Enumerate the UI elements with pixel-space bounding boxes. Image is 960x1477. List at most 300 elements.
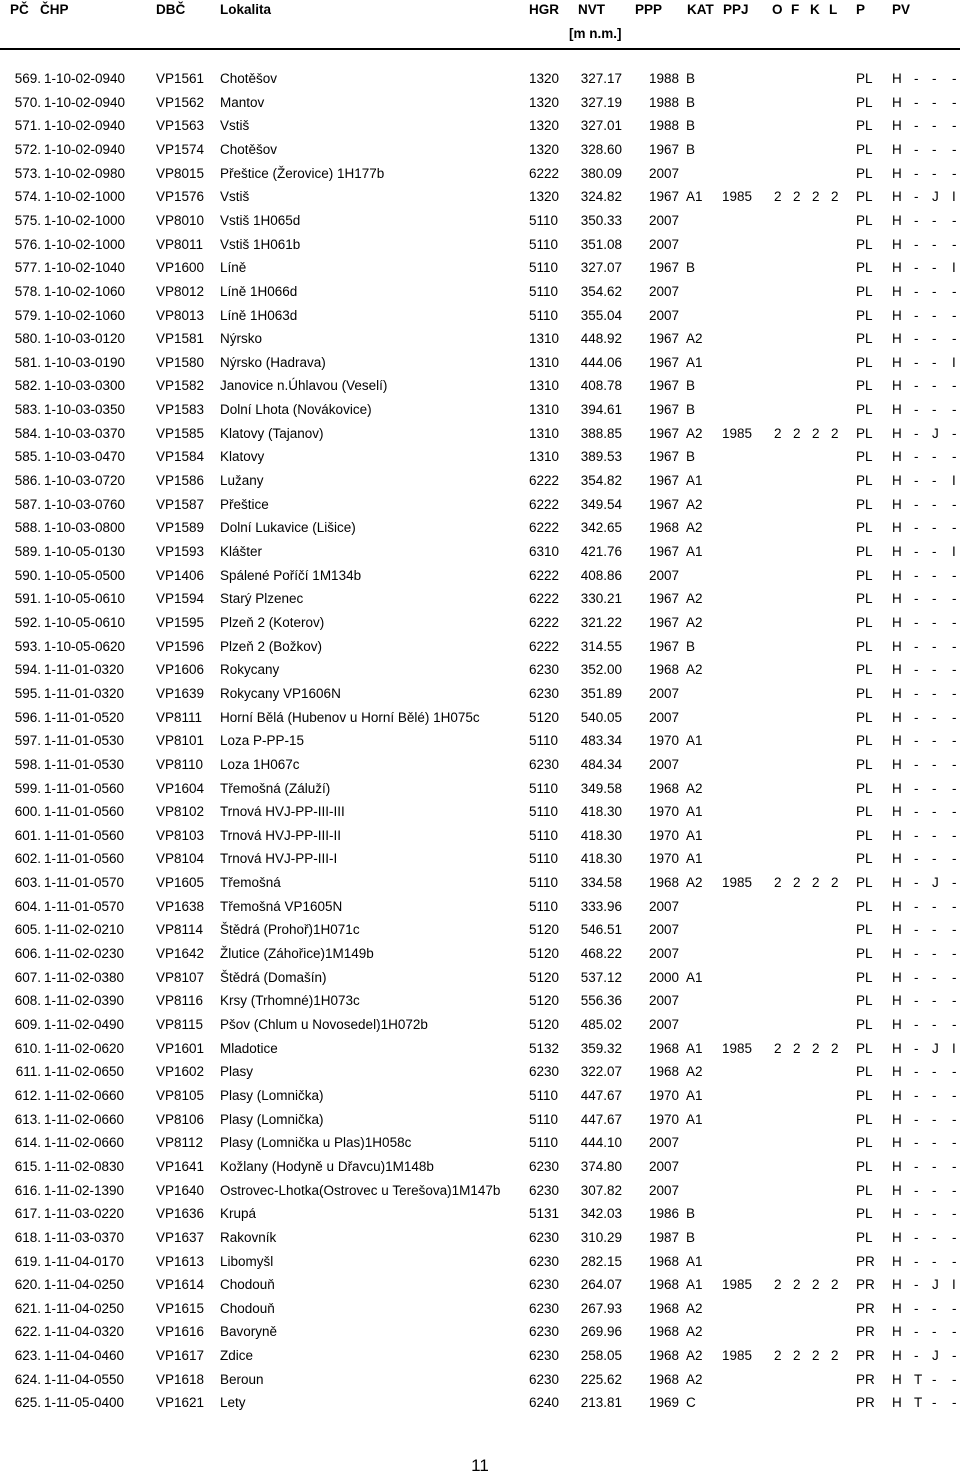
cell-year: 1968 xyxy=(649,1371,680,1387)
cell-hgr: 6230 xyxy=(529,1371,560,1387)
cell-hgr: 5120 xyxy=(529,922,560,938)
cell-chp: 1-10-02-1040 xyxy=(44,260,126,276)
cell-v4: I xyxy=(952,189,956,205)
cell-nvt: 389.53 xyxy=(580,449,622,465)
table-row xyxy=(0,446,960,468)
cell-pc: 585. xyxy=(14,449,41,465)
cell-v2: - xyxy=(914,449,919,465)
cell-v3: - xyxy=(932,1253,937,1269)
cell-dbc: VP8106 xyxy=(156,1111,205,1127)
cell-v3: - xyxy=(932,1229,937,1245)
cell-nvt: 408.86 xyxy=(580,567,622,583)
cell-lokalita: Plzeň 2 (Koterov) xyxy=(220,614,325,630)
cell-v2: - xyxy=(914,922,919,938)
cell-kat: A1 xyxy=(686,544,703,559)
cell-v1: H xyxy=(892,1064,902,1080)
cell-p: PL xyxy=(856,402,873,418)
cell-chp: 1-11-02-0210 xyxy=(44,922,125,938)
cell-chp: 1-11-02-0830 xyxy=(44,1158,125,1174)
cell-dbc: VP1613 xyxy=(156,1253,205,1269)
cell-v3: - xyxy=(932,567,937,583)
header-divider xyxy=(0,48,960,50)
cell-p: PL xyxy=(856,94,873,110)
cell-v4: - xyxy=(952,1017,957,1032)
cell-v4: - xyxy=(952,118,957,134)
cell-v3: J xyxy=(932,1040,939,1056)
cell-chp: 1-10-02-1000 xyxy=(44,236,126,252)
cell-chp: 1-11-01-0530 xyxy=(44,756,125,772)
cell-l: 2 xyxy=(831,1277,839,1293)
cell-p: PL xyxy=(856,260,873,276)
cell-v2: - xyxy=(914,591,919,607)
cell-v2: - xyxy=(914,402,919,418)
cell-v3: - xyxy=(932,1111,937,1127)
cell-kat: A2 xyxy=(686,425,703,441)
cell-v4: - xyxy=(952,1064,957,1080)
cell-p: PL xyxy=(856,283,873,299)
cell-v2: - xyxy=(914,520,919,536)
cell-pc: 601. xyxy=(14,827,41,843)
cell-v4: - xyxy=(952,780,957,796)
cell-dbc: VP8105 xyxy=(156,1087,205,1103)
cell-chp: 1-10-02-0980 xyxy=(44,165,126,181)
cell-v4: - xyxy=(952,685,957,701)
cell-hgr: 1310 xyxy=(529,354,560,370)
cell-lokalita: Rokycany VP1606N xyxy=(220,685,341,701)
cell-dbc: VP1596 xyxy=(156,638,205,654)
cell-nvt: 394.61 xyxy=(580,402,622,418)
cell-hgr: 6222 xyxy=(529,496,560,512)
cell-v1: H xyxy=(892,591,902,607)
cell-chp: 1-11-01-0570 xyxy=(44,875,125,891)
cell-kat: A1 xyxy=(686,827,703,843)
cell-dbc: VP1584 xyxy=(156,449,205,465)
cell-v1: H xyxy=(892,1111,902,1127)
header-nvt: NVT xyxy=(578,2,605,17)
cell-v2: - xyxy=(914,165,919,181)
cell-chp: 1-10-03-0190 xyxy=(44,354,126,370)
cell-chp: 1-11-01-0320 xyxy=(44,685,125,701)
cell-nvt: 418.30 xyxy=(580,827,622,843)
cell-dbc: VP1618 xyxy=(156,1371,205,1387)
cell-v3: J xyxy=(932,1348,939,1364)
table-row xyxy=(0,115,960,137)
cell-year: 2007 xyxy=(649,685,680,701)
cell-v2: - xyxy=(914,1040,919,1056)
cell-hgr: 5110 xyxy=(529,851,559,867)
cell-p: PL xyxy=(856,638,873,654)
cell-v3: - xyxy=(932,1371,937,1387)
cell-v3: J xyxy=(932,425,939,441)
cell-dbc: VP8116 xyxy=(156,993,204,1009)
cell-v2: - xyxy=(914,756,919,772)
cell-kat: A1 xyxy=(686,969,703,985)
cell-year: 1967 xyxy=(649,449,680,465)
cell-year: 1968 xyxy=(649,1277,680,1293)
cell-v4: - xyxy=(952,165,957,181)
cell-v2: - xyxy=(914,1300,919,1316)
cell-hgr: 1320 xyxy=(529,141,560,157)
header-f: F xyxy=(791,2,800,17)
cell-hgr: 6240 xyxy=(529,1395,560,1411)
table-row xyxy=(0,1180,960,1202)
cell-lokalita: Krupá xyxy=(220,1206,257,1222)
cell-nvt: 388.85 xyxy=(580,425,622,441)
cell-p: PL xyxy=(856,71,873,86)
cell-hgr: 1310 xyxy=(529,449,560,465)
cell-v1: H xyxy=(892,969,902,985)
cell-v2: - xyxy=(914,662,919,678)
cell-v4: - xyxy=(952,662,957,678)
cell-v2: - xyxy=(914,1135,919,1151)
cell-dbc: VP1615 xyxy=(156,1300,205,1316)
cell-p: PL xyxy=(856,662,873,678)
cell-nvt: 333.96 xyxy=(580,898,622,914)
cell-v4: - xyxy=(952,425,957,441)
cell-dbc: VP8011 xyxy=(156,236,204,252)
cell-year: 2007 xyxy=(649,283,680,299)
cell-v2: - xyxy=(914,544,919,559)
cell-year: 1967 xyxy=(649,591,680,607)
cell-dbc: VP8012 xyxy=(156,283,205,299)
cell-v3: - xyxy=(932,1206,937,1222)
cell-year: 1967 xyxy=(649,331,680,347)
cell-v2: - xyxy=(914,898,919,914)
table-row xyxy=(0,210,960,232)
cell-dbc: VP1563 xyxy=(156,118,205,134)
cell-v1: H xyxy=(892,307,902,323)
cell-lokalita: Chotěšov xyxy=(220,141,278,157)
cell-v4: I xyxy=(952,1277,956,1293)
cell-chp: 1-11-01-0320 xyxy=(44,662,125,678)
cell-v4: - xyxy=(952,756,957,772)
cell-p: PL xyxy=(856,331,873,347)
cell-hgr: 6222 xyxy=(529,165,560,181)
cell-v1: H xyxy=(892,1253,902,1269)
cell-kat: A1 xyxy=(686,1277,703,1293)
cell-chp: 1-10-02-1000 xyxy=(44,189,126,205)
cell-lokalita: Loza 1H067c xyxy=(220,756,300,772)
cell-v1: H xyxy=(892,283,902,299)
cell-dbc: VP8111 xyxy=(156,709,203,725)
cell-pc: 584. xyxy=(14,425,41,441)
cell-v4: - xyxy=(952,1182,957,1198)
cell-hgr: 1310 xyxy=(529,402,560,418)
cell-nvt: 485.02 xyxy=(580,1017,622,1032)
cell-dbc: VP8112 xyxy=(156,1135,204,1151)
cell-pc: 615. xyxy=(14,1158,41,1174)
cell-v2: - xyxy=(914,71,919,86)
cell-nvt: 354.62 xyxy=(580,283,622,299)
cell-v4: - xyxy=(952,1087,957,1103)
cell-chp: 1-10-03-0300 xyxy=(44,378,126,394)
cell-lokalita: Trnová HVJ-PP-III-II xyxy=(220,827,342,843)
cell-p: PL xyxy=(856,1229,873,1245)
cell-v3: - xyxy=(932,331,937,347)
table-row xyxy=(0,1298,960,1320)
cell-pc: 590. xyxy=(14,567,41,583)
cell-pc: 589. xyxy=(14,544,41,559)
cell-v3: - xyxy=(932,1158,937,1174)
cell-v4: - xyxy=(952,94,957,110)
cell-nvt: 444.06 xyxy=(580,354,622,370)
cell-v1: H xyxy=(892,567,902,583)
cell-lokalita: Janovice n.Úhlavou (Veselí) xyxy=(220,378,388,394)
cell-dbc: VP1586 xyxy=(156,473,205,489)
table-row xyxy=(0,1369,960,1391)
cell-nvt: 327.01 xyxy=(580,118,622,134)
cell-nvt: 468.22 xyxy=(580,946,622,962)
cell-lokalita: Trnová HVJ-PP-III-III xyxy=(220,804,345,820)
cell-year: 1988 xyxy=(649,94,680,110)
cell-v2: T xyxy=(914,1395,923,1411)
cell-v3: J xyxy=(932,875,939,891)
cell-year: 2007 xyxy=(649,898,680,914)
cell-v1: H xyxy=(892,1395,902,1411)
cell-v2: - xyxy=(914,378,919,394)
cell-v1: H xyxy=(892,922,902,938)
cell-p: PL xyxy=(856,780,873,796)
cell-dbc: VP1602 xyxy=(156,1064,205,1080)
cell-pc: 603. xyxy=(14,875,41,891)
cell-pc: 612. xyxy=(14,1087,41,1103)
cell-p: PL xyxy=(856,354,873,370)
cell-v4: - xyxy=(952,827,957,843)
cell-lokalita: Libomyšl xyxy=(220,1253,274,1269)
table-row xyxy=(0,1251,960,1273)
header-ppj: PPJ xyxy=(723,2,749,17)
table-row xyxy=(0,92,960,114)
cell-p: PL xyxy=(856,307,873,323)
cell-p: PL xyxy=(856,1064,873,1080)
cell-ppj: 1985 xyxy=(722,425,753,441)
cell-p: PR xyxy=(856,1395,875,1411)
cell-v3: - xyxy=(932,496,937,512)
cell-v4: I xyxy=(952,1040,956,1056)
table-row xyxy=(0,967,960,989)
cell-lokalita: Ostrovec-Lhotka(Ostrovec u Terešova)1M147b xyxy=(220,1182,501,1198)
cell-nvt: 483.34 xyxy=(580,733,622,749)
cell-hgr: 6230 xyxy=(529,1324,560,1340)
cell-chp: 1-11-02-0660 xyxy=(44,1111,125,1127)
cell-p: PR xyxy=(856,1300,875,1316)
cell-v3: - xyxy=(932,1324,937,1340)
cell-hgr: 5120 xyxy=(529,1017,560,1032)
cell-p: PL xyxy=(856,496,873,512)
cell-v4: - xyxy=(952,946,957,962)
cell-v4: - xyxy=(952,1324,957,1340)
cell-dbc: VP1587 xyxy=(156,496,205,512)
cell-dbc: VP8015 xyxy=(156,165,205,181)
cell-p: PL xyxy=(856,875,873,891)
header-lokalita: Lokalita xyxy=(220,2,272,17)
cell-v4: - xyxy=(952,804,957,820)
cell-v4: I xyxy=(952,473,956,489)
cell-dbc: VP8114 xyxy=(156,922,204,938)
cell-lokalita: Rakovník xyxy=(220,1229,277,1245)
cell-chp: 1-11-04-0170 xyxy=(44,1253,125,1269)
cell-v2: - xyxy=(914,567,919,583)
cell-nvt: 537.12 xyxy=(580,969,622,985)
cell-v1: H xyxy=(892,94,902,110)
header-nvt-unit: [m n.m.] xyxy=(569,26,622,41)
table-row xyxy=(0,990,960,1012)
cell-kat: A2 xyxy=(686,520,703,536)
cell-lokalita: Klášter xyxy=(220,544,263,559)
cell-v3: J xyxy=(932,1277,939,1293)
cell-v1: H xyxy=(892,685,902,701)
cell-p: PL xyxy=(856,1206,873,1222)
cell-dbc: VP1641 xyxy=(156,1158,205,1174)
cell-hgr: 6230 xyxy=(529,1064,560,1080)
cell-v4: - xyxy=(952,969,957,985)
cell-pc: 579. xyxy=(14,307,41,323)
cell-chp: 1-11-03-0370 xyxy=(44,1229,125,1245)
cell-year: 1987 xyxy=(649,1229,680,1245)
table-row xyxy=(0,1392,960,1414)
cell-chp: 1-11-04-0250 xyxy=(44,1300,125,1316)
cell-hgr: 5110 xyxy=(529,283,559,299)
cell-v1: H xyxy=(892,1040,902,1056)
cell-year: 1968 xyxy=(649,520,680,536)
cell-hgr: 5120 xyxy=(529,993,560,1009)
table-row xyxy=(0,470,960,492)
cell-lokalita: Zdice xyxy=(220,1348,254,1364)
cell-pc: 602. xyxy=(14,851,41,867)
cell-hgr: 6222 xyxy=(529,520,560,536)
cell-v1: H xyxy=(892,544,902,559)
header-pc: PČ xyxy=(10,2,29,17)
cell-hgr: 5110 xyxy=(529,212,559,228)
cell-v3: - xyxy=(932,1395,937,1411)
cell-dbc: VP1574 xyxy=(156,141,205,157)
cell-hgr: 1320 xyxy=(529,189,560,205)
cell-hgr: 5110 xyxy=(529,260,559,276)
cell-v4: - xyxy=(952,496,957,512)
cell-dbc: VP1636 xyxy=(156,1206,205,1222)
cell-nvt: 484.34 xyxy=(580,756,622,772)
cell-o: 2 xyxy=(774,425,782,441)
cell-v2: - xyxy=(914,946,919,962)
cell-v4: - xyxy=(952,1371,957,1387)
cell-dbc: VP1580 xyxy=(156,354,205,370)
cell-lokalita: Bavoryně xyxy=(220,1324,278,1340)
cell-v1: H xyxy=(892,1300,902,1316)
cell-year: 1968 xyxy=(649,1348,680,1364)
cell-v3: - xyxy=(932,969,937,985)
cell-v1: H xyxy=(892,141,902,157)
cell-kat: A2 xyxy=(686,780,703,796)
cell-dbc: VP1642 xyxy=(156,946,205,962)
table-row xyxy=(0,754,960,776)
cell-chp: 1-11-02-0660 xyxy=(44,1087,125,1103)
table-row xyxy=(0,281,960,303)
cell-dbc: VP1581 xyxy=(156,331,205,347)
cell-v1: H xyxy=(892,662,902,678)
cell-pc: 616. xyxy=(14,1182,41,1198)
cell-year: 2007 xyxy=(649,709,680,725)
cell-lokalita: Lužany xyxy=(220,473,264,489)
table-row xyxy=(0,919,960,941)
cell-v2: - xyxy=(914,614,919,630)
cell-v3: - xyxy=(932,638,937,654)
cell-pc: 608. xyxy=(14,993,41,1009)
cell-v4: - xyxy=(952,520,957,536)
cell-v4: - xyxy=(952,307,957,323)
cell-pc: 598. xyxy=(14,756,41,772)
cell-year: 1967 xyxy=(649,260,680,276)
cell-v2: - xyxy=(914,189,919,205)
cell-lokalita: Nýrsko (Hadrava) xyxy=(220,354,326,370)
cell-hgr: 5110 xyxy=(529,1087,559,1103)
cell-pc: 595. xyxy=(14,685,41,701)
cell-v3: - xyxy=(932,141,937,157)
table-row xyxy=(0,1038,960,1060)
cell-pc: 622. xyxy=(14,1324,41,1340)
cell-v2: - xyxy=(914,331,919,347)
cell-pc: 581. xyxy=(14,354,41,370)
cell-kat: A2 xyxy=(686,331,703,347)
cell-dbc: VP1595 xyxy=(156,614,205,630)
cell-v2: - xyxy=(914,780,919,796)
cell-lokalita: Vstiš xyxy=(220,118,250,134)
cell-hgr: 6230 xyxy=(529,1300,560,1316)
cell-p: PL xyxy=(856,378,873,394)
cell-p: PL xyxy=(856,1135,873,1151)
cell-nvt: 540.05 xyxy=(580,709,622,725)
cell-v3: - xyxy=(932,378,937,394)
cell-dbc: VP1614 xyxy=(156,1277,205,1293)
cell-nvt: 225.62 xyxy=(580,1371,622,1387)
cell-nvt: 546.51 xyxy=(580,922,622,938)
cell-pc: 582. xyxy=(14,378,41,394)
cell-nvt: 350.33 xyxy=(580,212,622,228)
cell-pc: 586. xyxy=(14,473,41,489)
cell-v4: - xyxy=(952,1135,957,1151)
cell-year: 1967 xyxy=(649,496,680,512)
cell-v2: - xyxy=(914,875,919,891)
cell-chp: 1-11-04-0250 xyxy=(44,1277,125,1293)
cell-nvt: 418.30 xyxy=(580,851,622,867)
cell-v3: J xyxy=(932,189,939,205)
cell-v4: I xyxy=(952,260,956,276)
cell-v2: - xyxy=(914,118,919,134)
cell-chp: 1-11-02-0650 xyxy=(44,1064,125,1080)
cell-dbc: VP8010 xyxy=(156,212,205,228)
cell-chp: 1-11-02-0660 xyxy=(44,1135,125,1151)
cell-o: 2 xyxy=(774,1277,782,1293)
cell-lokalita: Chodouň xyxy=(220,1300,275,1316)
cell-kat: B xyxy=(686,378,696,394)
cell-chp: 1-11-02-0380 xyxy=(44,969,125,985)
cell-p: PL xyxy=(856,709,873,725)
cell-pc: 580. xyxy=(14,331,41,347)
cell-pc: 607. xyxy=(14,969,41,985)
cell-year: 1970 xyxy=(649,804,680,820)
cell-hgr: 6230 xyxy=(529,1182,560,1198)
cell-nvt: 448.92 xyxy=(580,331,622,347)
cell-year: 1968 xyxy=(649,1300,680,1316)
cell-lokalita: Líně xyxy=(220,260,247,276)
cell-v2: - xyxy=(914,851,919,867)
cell-hgr: 5110 xyxy=(529,1135,559,1151)
cell-pc: 604. xyxy=(14,898,41,914)
cell-k: 2 xyxy=(812,425,820,441)
cell-pc: 594. xyxy=(14,662,41,678)
cell-chp: 1-11-01-0560 xyxy=(44,804,125,820)
cell-lokalita: Žlutice (Záhořice)1M149b xyxy=(220,946,374,962)
cell-k: 2 xyxy=(812,189,820,205)
